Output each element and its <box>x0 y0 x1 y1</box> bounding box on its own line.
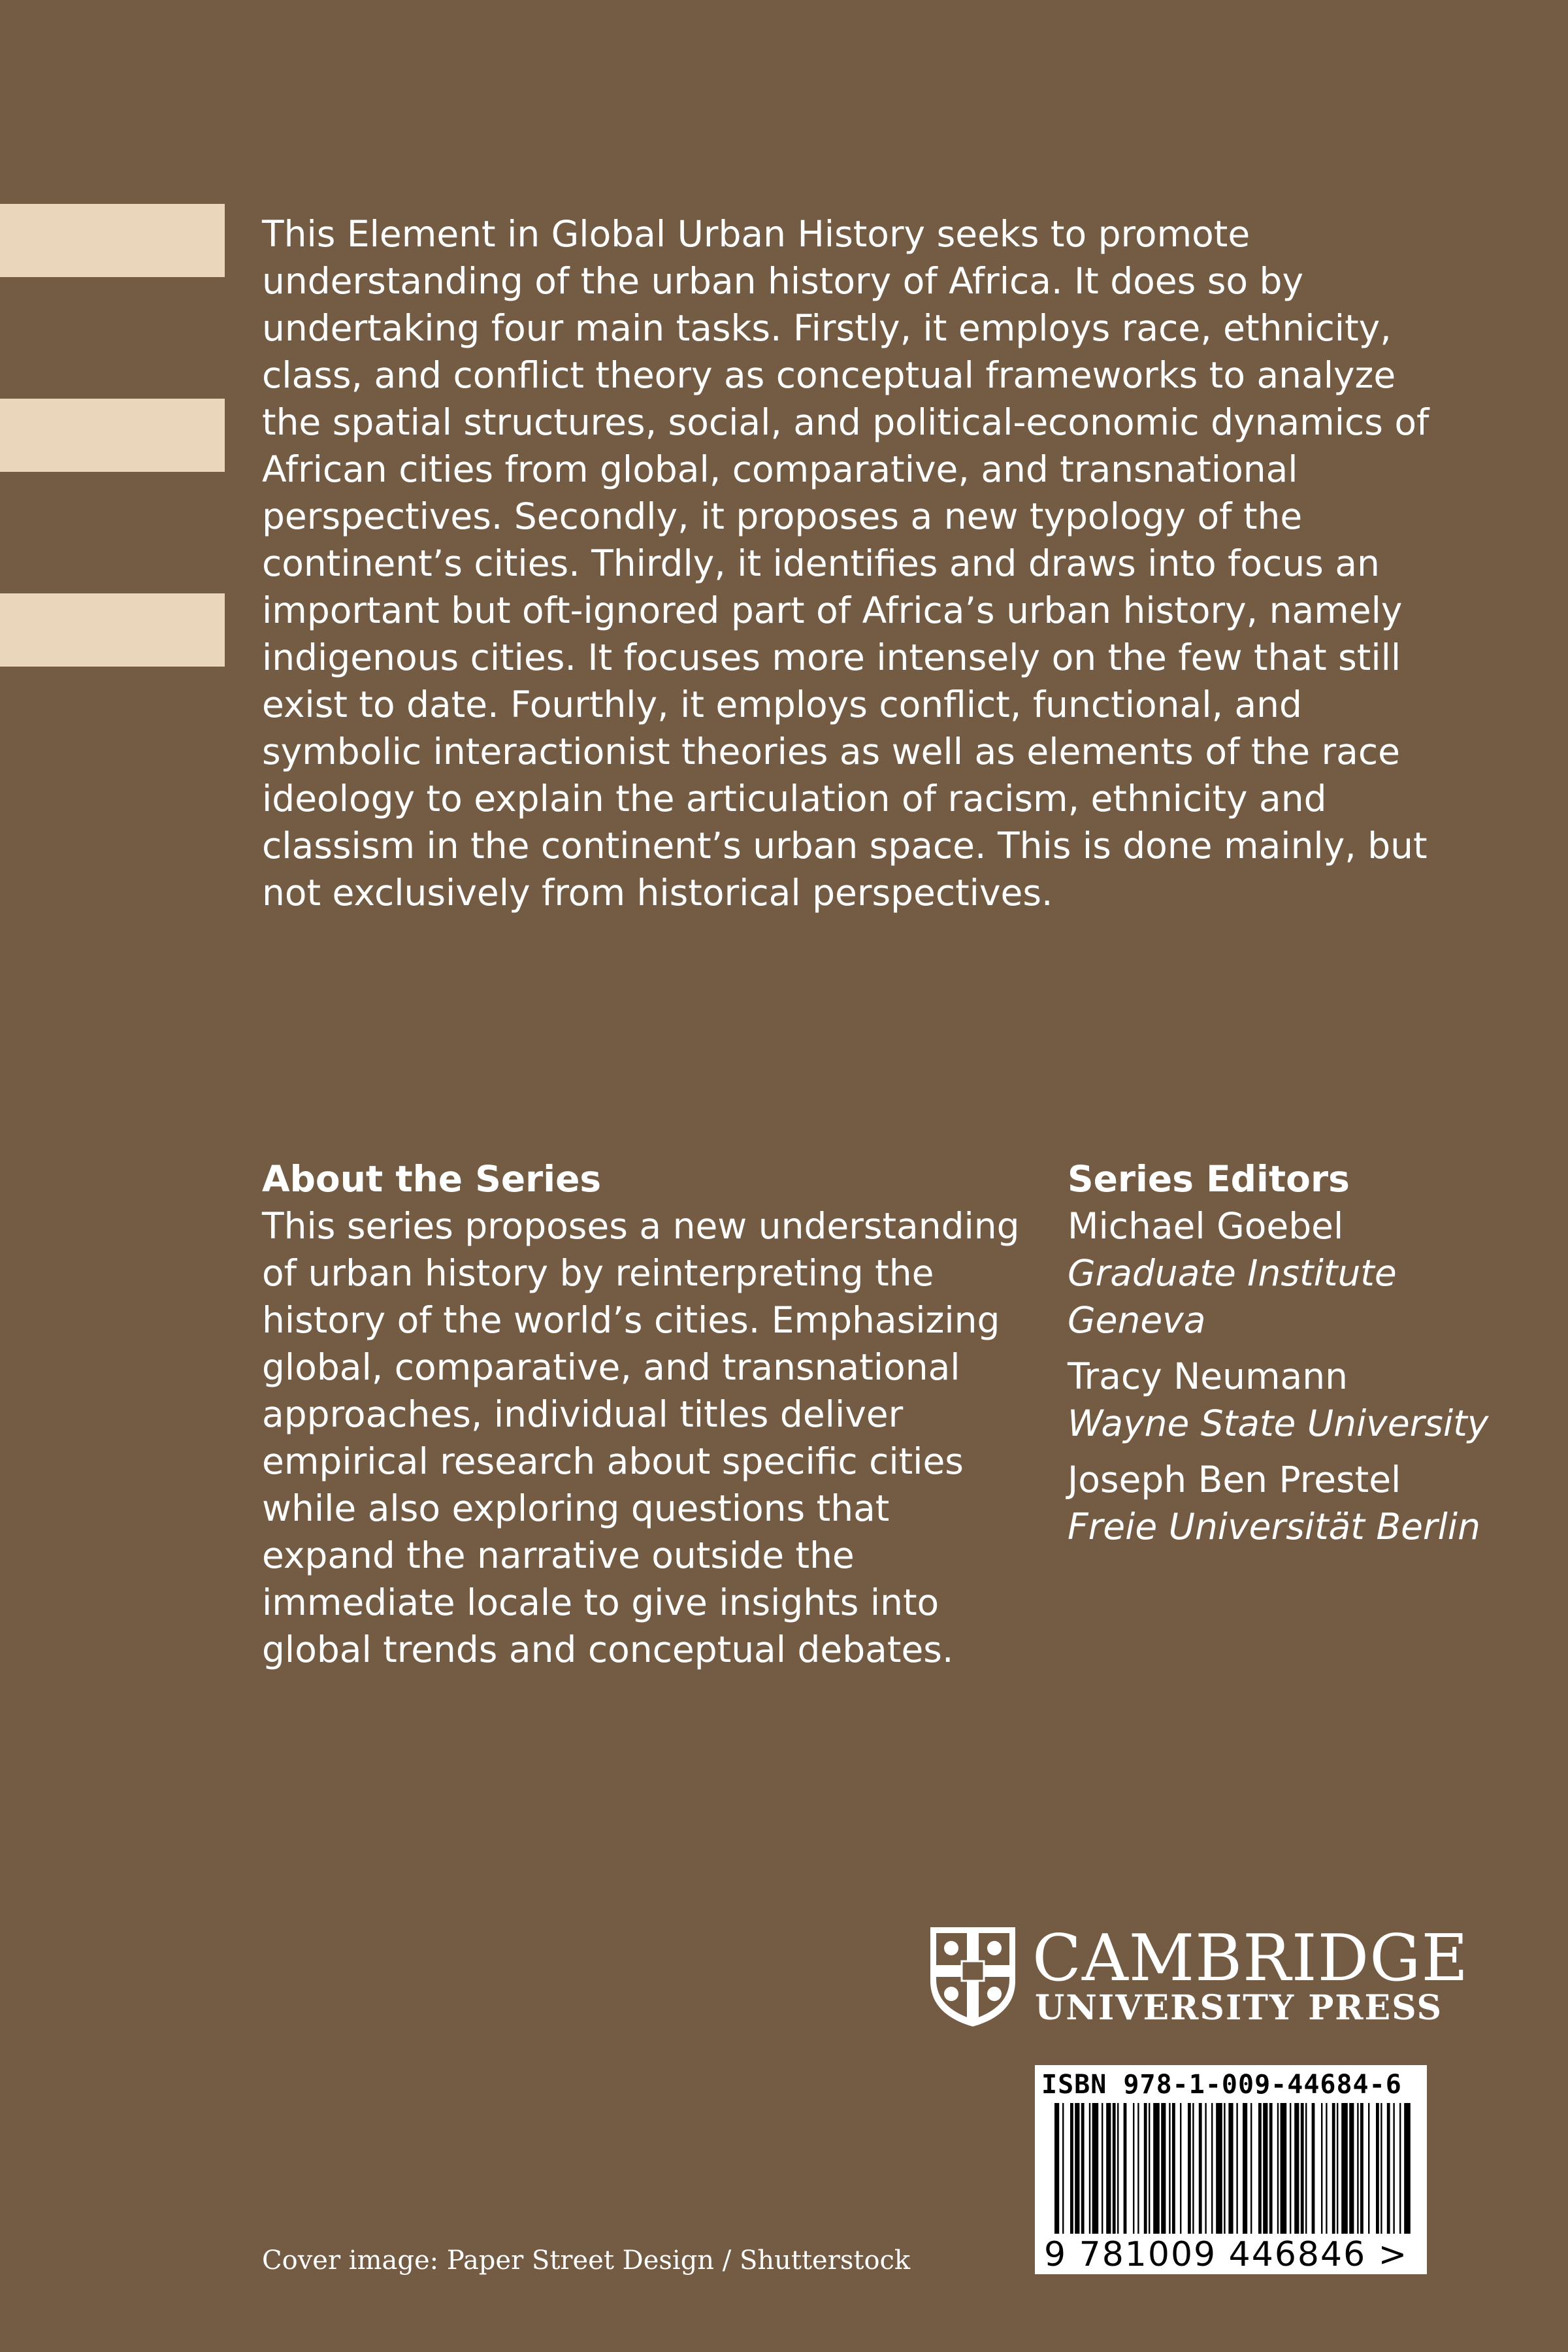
about-series-text: This series proposes a new understanding of urban history by reinterpreting the history of the world’s cities. Emphasizing global, comparative, and transnational approaches, individual titles deliver empirical research about specific cities while also exploring questions that expand the narrative outside the immediate locale to give insights into global trends and conceptual debates. <box>262 1205 1020 1670</box>
book-blurb: This Element in Global Urban History seeks to promote understanding of the urban history of Africa. It does so by undertaking four main tasks. Firstly, it employs race, ethnicity, class, and conflict theory as conceptual frameworks to analyze the spatial structures, social, and political-economic dynamics of African cities from global, comparative, and transnational perspectives. Secondly, it proposes a new typology of the continent’s cities. Thirdly, it identifies and draws into focus an important but oft-ignored part of Africa’s urban history, namely indigenous cities. It focuses more intensely on the few that still exist to date. Fourthly, it employs conflict, functional, and symbolic interactionist theories as well as elements of the race ideology to explain the articulation of racism, ethnicity and classism in the continent’s urban space. This is done mainly, but not exclusively from historical perspectives. <box>262 213 1429 914</box>
editor-affiliation: Wayne State University <box>1068 1402 1489 1444</box>
editor-entry <box>1068 1456 1525 1550</box>
cover-image-credit: Cover image: Paper Street Design / Shutterstock <box>262 2245 911 2276</box>
publisher-logo <box>928 1921 1469 2029</box>
about-series-heading: About the Series <box>262 1158 602 1200</box>
series-editors-heading: Series Editors <box>1068 1158 1350 1200</box>
editor-affiliation: Freie Universität Berlin <box>1068 1506 1480 1548</box>
isbn-label: ISBN 978-1-009-44684-6 <box>1041 2070 1402 2100</box>
series-editors-section <box>1068 1155 1525 1559</box>
about-series-section <box>262 1155 1033 1673</box>
editor-entry <box>1068 1202 1525 1344</box>
decorative-tab-1 <box>0 204 225 277</box>
editor-name: Tracy Neumann <box>1068 1355 1348 1397</box>
isbn-digits: 9 781009 446846 > <box>1044 2235 1409 2274</box>
decorative-tab-2 <box>0 399 225 472</box>
editor-affiliation: Graduate Institute Geneva <box>1068 1252 1397 1341</box>
editor-name: Michael Goebel <box>1068 1205 1344 1247</box>
barcode-bars-icon <box>1035 2103 1427 2234</box>
publisher-name: CAMBRIDGE <box>1032 1921 1469 1996</box>
editor-name: Joseph Ben Prestel <box>1068 1459 1401 1500</box>
decorative-tab-3 <box>0 593 225 667</box>
crest-icon <box>928 1925 1018 2028</box>
editor-entry <box>1068 1353 1525 1447</box>
isbn-barcode <box>1035 2065 1427 2274</box>
publisher-subname: UNIVERSITY PRESS <box>1035 1988 1443 2028</box>
